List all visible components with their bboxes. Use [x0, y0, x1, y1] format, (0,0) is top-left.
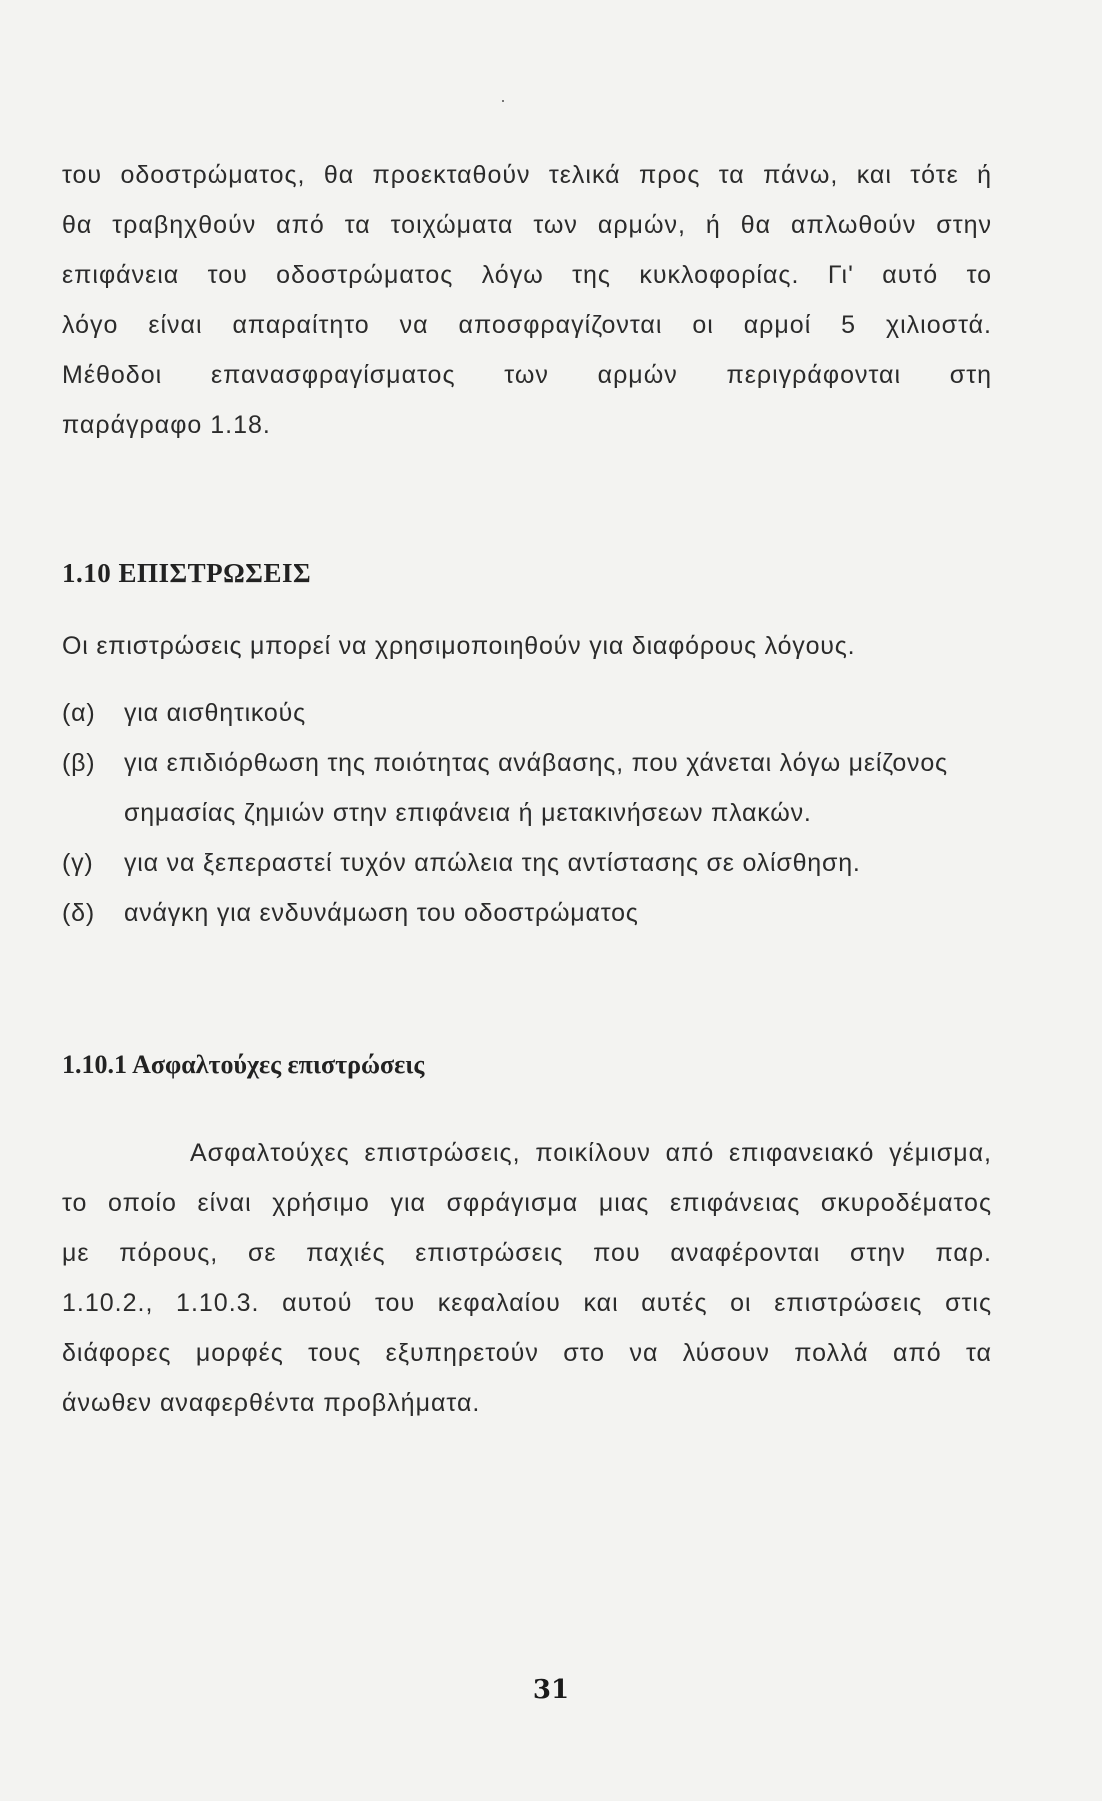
scan-speck [502, 100, 504, 102]
paragraph-line: λόγο είναι απαραίτητο να αποσφραγίζονται οι αρμοί 5 χιλιοστά. [62, 311, 992, 339]
paragraph-line: Μέθοδοι επανασφραγίσματος των αρμών περιγράφονται στη [62, 361, 992, 389]
paragraph-top [62, 150, 992, 450]
paragraph-line: επιφάνεια του οδοστρώματος λόγω της κυκλοφορίας. Γι' αυτό το [62, 261, 992, 289]
section-heading: 1.10 ΕΠΙΣΤΡΩΣΕΙΣ [62, 558, 312, 588]
list-marker: (α) [62, 699, 96, 727]
page-number: 31 [532, 1675, 570, 1705]
list-item [62, 888, 992, 938]
list-marker: (β) [62, 749, 96, 777]
subsection-heading: 1.10.1 Ασφαλτούχες επιστρώσεις [62, 1050, 425, 1079]
intro-sentence: Οι επιστρώσεις μπορεί να χρησιμοποιηθούν για διαφόρους λόγους. [62, 632, 856, 660]
reasons-list [62, 688, 992, 938]
paragraph-bottom [62, 1128, 992, 1428]
paragraph-line: το οποίο είναι χρήσιμο για σφράγισμα μιας επιφάνειας σκυροδέματος [62, 1189, 992, 1217]
paragraph-line: 1.10.2., 1.10.3. αυτού του κεφαλαίου και αυτές οι επιστρώσεις στις [62, 1289, 992, 1317]
paragraph-line: του οδοστρώματος, θα προεκταθούν τελικά προς τα πάνω, και τότε ή [62, 161, 992, 189]
paragraph-line: διάφορες μορφές τους εξυπηρετούν στο να λύσουν πολλά από τα [62, 1339, 992, 1367]
list-item-text: για αισθητικούς [124, 699, 306, 727]
list-item-text: για επιδιόρθωση της ποιότητας ανάβασης, που χάνεται λόγω μείζονος σημασίας ζημιών στην επιφάνεια ή μετακινήσεων πλακών. [124, 749, 948, 827]
paragraph-line: με πόρους, σε παχιές επιστρώσεις που αναφέρονται στην παρ. [62, 1239, 992, 1267]
list-item [62, 838, 992, 888]
list-marker: (γ) [62, 849, 94, 877]
paragraph-line: άνωθεν αναφερθέντα προβλήματα. [62, 1389, 481, 1417]
paragraph-line: Ασφαλτούχες επιστρώσεις, ποικίλουν από επιφανειακό γέμισμα, [190, 1139, 992, 1167]
list-marker: (δ) [62, 899, 95, 927]
list-item [62, 738, 992, 838]
list-item-text: ανάγκη για ενδυνάμωση του οδοστρώματος [124, 899, 639, 927]
paragraph-line: θα τραβηχθούν από τα τοιχώματα των αρμών, ή θα απλωθούν στην [62, 211, 992, 239]
paragraph-line: παράγραφο 1.18. [62, 411, 271, 439]
list-item-text: για να ξεπεραστεί τυχόν απώλεια της αντίστασης σε ολίσθηση. [124, 849, 861, 877]
list-item [62, 688, 992, 738]
